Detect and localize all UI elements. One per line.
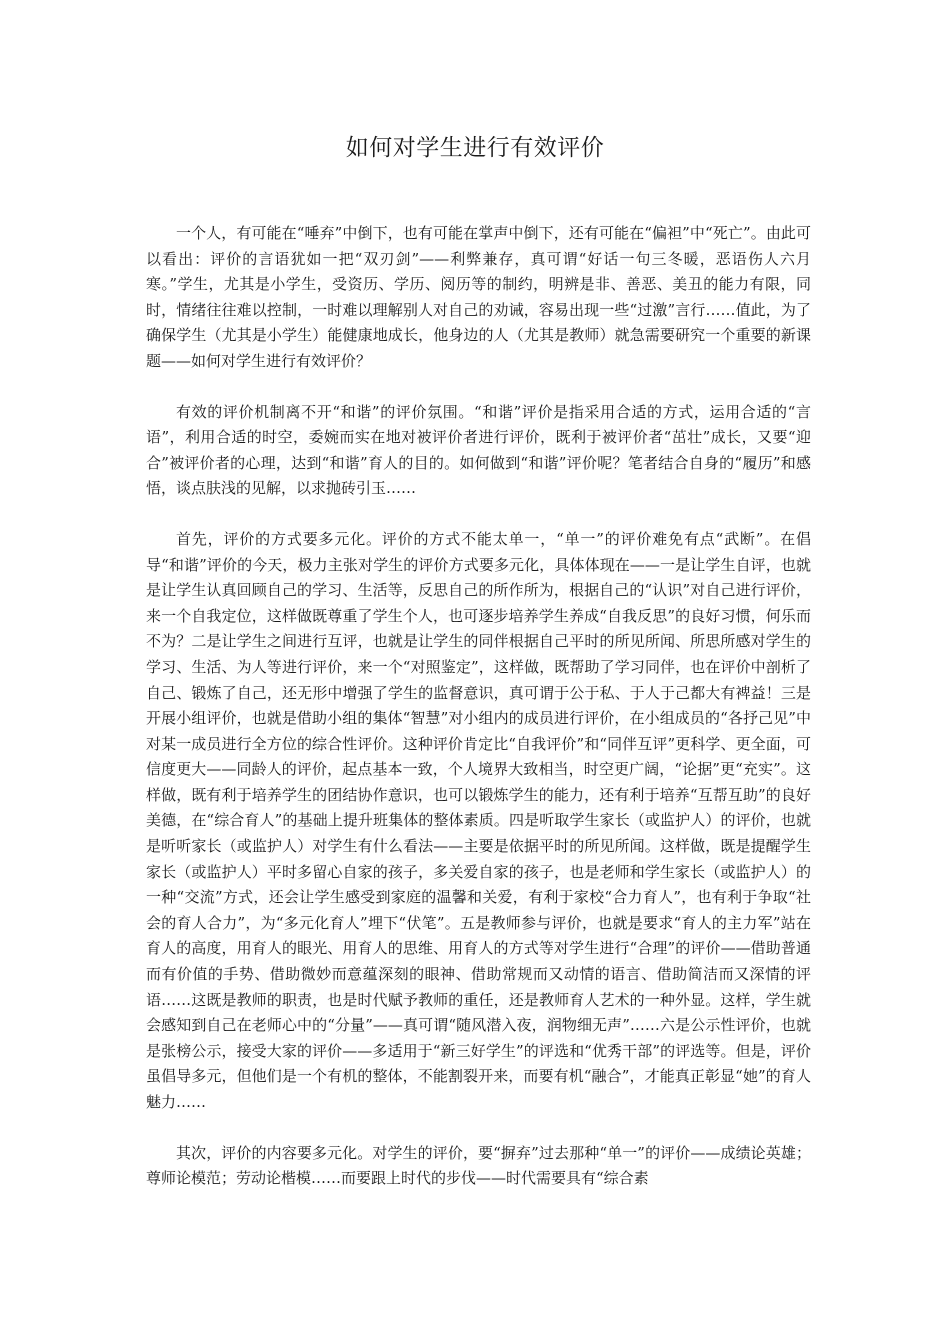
paragraph-content: 其次，评价的内容要多元化。对学生的评价，要“摒弃”过去那种“单一”的评价——成绩论英雄；尊师论模范；劳动论楷模……而要跟上时代的步伐——时代需要具有“综合素 [146,1143,811,1188]
paragraph-methods: 首先，评价的方式要多元化。评价的方式不能太单一，“单一”的评价难免有点“武断”。在倡导“和谐”评价的今天，极力主张对学生的评价方式要多元化，具体体现在——一是让学生自评，也就是让学生认真回顾自己的学习、生活等，反思自己的所作所为，根据自己的“认识”对自己进行评价，来一个自我定位，这样做既尊重了学生个人，也可逐步培养学生养成“自我反思”的良好习惯，何乐而不为？二是让学生之间进行互评，也就是让学生的同伴根据自己平时的所见所闻、所思所感对学生的学习、生活、为人等进行评价，来一个“对照鉴定”，这样做，既帮助了学习同伴，也在评价中剖析了自己、锻炼了自己，还无形中增强了学生的监督意识，真可谓于公于私、于人于己都大有裨益！三是开展小组评价，也就是借助小组的集体“智慧”对小组内的成员进行评价，在小组成员的“各抒己见”中对某一成员进行全方位的综合性评价。这种评价肯定比“自我评价”和“同伴互评”更科学、更全面，可信度更大——同龄人的评价，起点基本一致，个人境界大致相当，时空更广阔，“论据”更“充实”。这样做，既有利于培养学生的团结协作意识，也可以锻炼学生的能力，还有利于培养“互帮互助”的良好美德，在“综合育人”的基础上提升班集体的整体素质。四是听取学生家长（或监护人）的评价，也就是听听家长（或监护人）对学生有什么看法——主要是依据平时的所见所闻。这样做，既是提醒学生家长（或监护人）平时多留心自家的孩子，多关爱自家的孩子，也是老师和学生家长（或监护人）的一种“交流”方式，还会让学生感受到家庭的温馨和关爱，有利于家校“合力育人”，也有利于争取“社会的育人合力”，为“多元化育人”埋下“伏笔”。五是教师参与评价，也就是要求“育人的主力军”站在育人的高度，用育人的眼光、用育人的思维、用育人的方式等对学生进行“合理”的评价——借助普通而有价值的手势、借助微妙而意蕴深刻的眼神、借助常规而又动情的语言、借助简洁而又深情的评语……这既是教师的职责，也是时代赋予教师的重任，还是教师育人艺术的一种外显。这样，学生就会感知到自己在老师心中的“分量”——真可谓“随风潜入夜，润物细无声”……六是公示性评价，也就是张榜公示，接受大家的评价——多适用于“新三好学生”的评选和“优秀干部”的评选等。但是，评价虽倡导多元，但他们是一个有机的整体，不能割裂开来，而要有机“融合”，才能真正彰显“她”的育人魅力…… [146,529,811,1111]
document-title: 如何对学生进行有效评价 [345,135,605,161]
paragraph-intro: 一个人，有可能在“唾弃”中倒下，也有可能在掌声中倒下，还有可能在“偏袒”中“死亡”。由此可以看出：评价的言语犹如一把“双刃剑”——利弊兼存，真可谓“好话一句三冬暖，恶语伤人六月寒。”学生，尤其是小学生，受资历、学历、阅历等的制约，明辨是非、善恶、美丑的能力有限，同时，情绪往往难以控制，一时难以理解别人对自己的劝诫，容易出现一些“过激”言行……值此，为了确保学生（尤其是小学生）能健康地成长，他身边的人（尤其是教师）就急需要研究一个重要的新课题——如何对学生进行有效评价？ [146,224,811,370]
document-body [146,221,811,1217]
paragraph-harmony: 有效的评价机制离不开“和谐”的评价氛围。“和谐”评价是指采用合适的方式，运用合适的“言语”，利用合适的时空，委婉而实在地对被评价者进行评价，既利于被评价者“茁壮”成长，又要“迎合”被评价者的心理，达到“和谐”育人的目的。如何做到“和谐”评价呢？笔者结合自身的“履历”和感悟，谈点肤浅的见解，以求抛砖引玉…… [146,402,811,498]
